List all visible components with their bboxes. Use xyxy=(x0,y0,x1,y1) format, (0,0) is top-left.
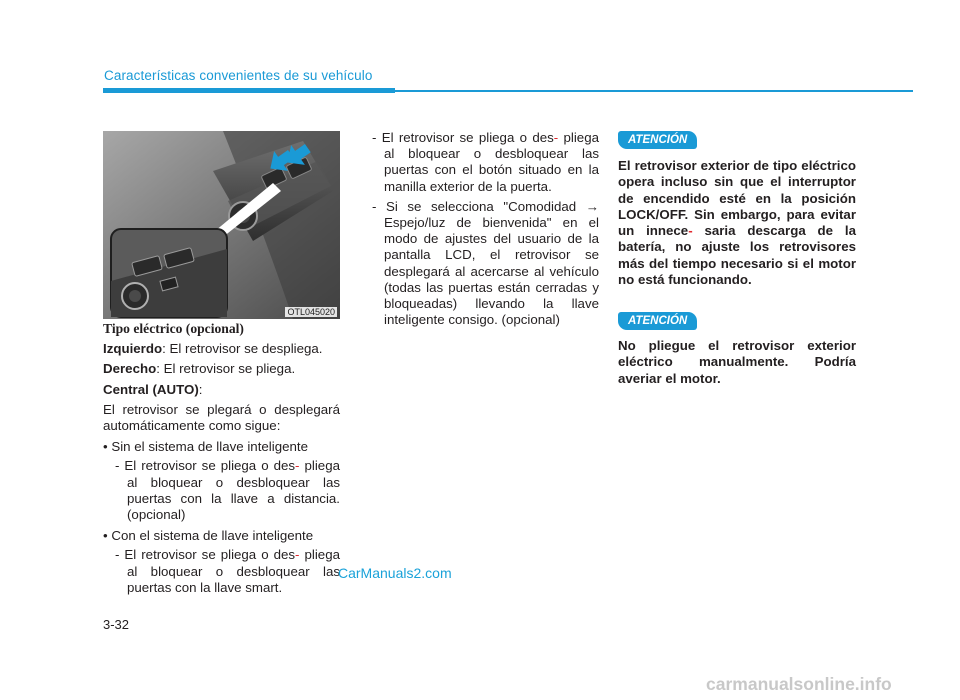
bullet2-sub-a: - El retrovisor se pliega o des xyxy=(115,547,296,563)
bullet1-text: Sin el sistema de llave inteligente xyxy=(111,439,308,455)
caution-text-manual-fold: No pliegue el retrovisor exterior eléctrico manualmente. Podría averiar el motor. xyxy=(618,338,856,386)
hyphen-mark: - xyxy=(295,547,300,563)
left-desc: : El retrovisor se despliega. xyxy=(162,341,323,357)
item1-a: - El retrovisor se pliega o des xyxy=(372,130,554,145)
door-handle-item xyxy=(360,130,599,195)
watermark-carmanuals[interactable]: CarManuals2.com xyxy=(338,565,452,581)
bullet2-sub-b: pliega al bloquear o desbloquear las puertas con la llave smart. xyxy=(127,547,340,595)
hyphen-mark: - xyxy=(553,130,559,145)
left-column xyxy=(103,321,340,596)
caution-text-battery xyxy=(618,158,856,288)
page-number: 3-32 xyxy=(103,617,130,632)
item1-b: pliega al bloquear o desbloquear las puertas con el botón situado en la manilla exterior de la puerta. xyxy=(384,130,599,194)
left-definition xyxy=(103,341,340,357)
middle-column xyxy=(360,130,599,328)
right-term: Derecho xyxy=(103,361,157,377)
bullet2-text: Con el sistema de llave inteligente xyxy=(111,528,314,544)
caution-badge: ATENCIÓN xyxy=(618,312,697,330)
right-desc: : El retrovisor se pliega. xyxy=(156,361,296,377)
left-term: Izquierdo xyxy=(103,341,163,357)
door-panel-drawing xyxy=(103,131,340,319)
bullet-no-smart-key: • Sin el sistema de llave inteligente xyxy=(103,439,308,455)
warn1-b: saria descarga de la batería, no ajuste los retrovisores más del tiempo necesario si el motor no está funcionando. xyxy=(618,223,856,288)
central-definition xyxy=(103,382,340,398)
section-header: Características convenientes de su vehículo xyxy=(104,68,373,83)
right-definition xyxy=(103,361,340,377)
auto-intro: El retrovisor se plegará o desplegará automáticamente como sigue: xyxy=(103,401,340,434)
bullet1-sub-a: - El retrovisor se pliega o des xyxy=(115,458,296,474)
caution-badge: ATENCIÓN xyxy=(618,131,697,149)
hyphen-mark: - xyxy=(688,223,693,239)
figure-code: OTL045020 xyxy=(287,307,335,317)
watermark-footer[interactable]: carmanualsonline.info xyxy=(706,674,892,694)
header-rule-thick xyxy=(103,88,395,93)
figure-caption: Tipo eléctrico (opcional) xyxy=(103,321,244,336)
central-term: Central (AUTO) xyxy=(103,381,199,397)
bullet2-subitem xyxy=(103,547,340,596)
bullet1-sub-b: pliega al bloquear o desbloquear las puertas con la llave a distancia. (opcional) xyxy=(127,458,340,523)
header-rule-thin xyxy=(395,90,913,92)
hyphen-mark: - xyxy=(295,458,300,474)
bullet-smart-key: • Con el sistema de llave inteligente xyxy=(103,528,314,544)
bullet1-subitem xyxy=(103,458,340,523)
central-desc: : xyxy=(198,381,203,397)
comfort-setting-item: - Si se selecciona "Comodidad → Espejo/luz de bienvenida" en el modo de ajustes del usuario de la pantalla LCD, el retrovisor se desplegará al acercarse al vehículo (todas las puertas están cerradas y bloqueadas) llevando la llave inteligente consigo. (opcional) xyxy=(372,198,599,328)
mirror-switch-illustration xyxy=(103,131,340,319)
warn1-a: El retrovisor exterior de tipo eléctrico opera incluso sin que el interruptor de encendido esté en la posición LOCK/OFF. Sin embargo, para evitar un innece xyxy=(618,158,856,239)
